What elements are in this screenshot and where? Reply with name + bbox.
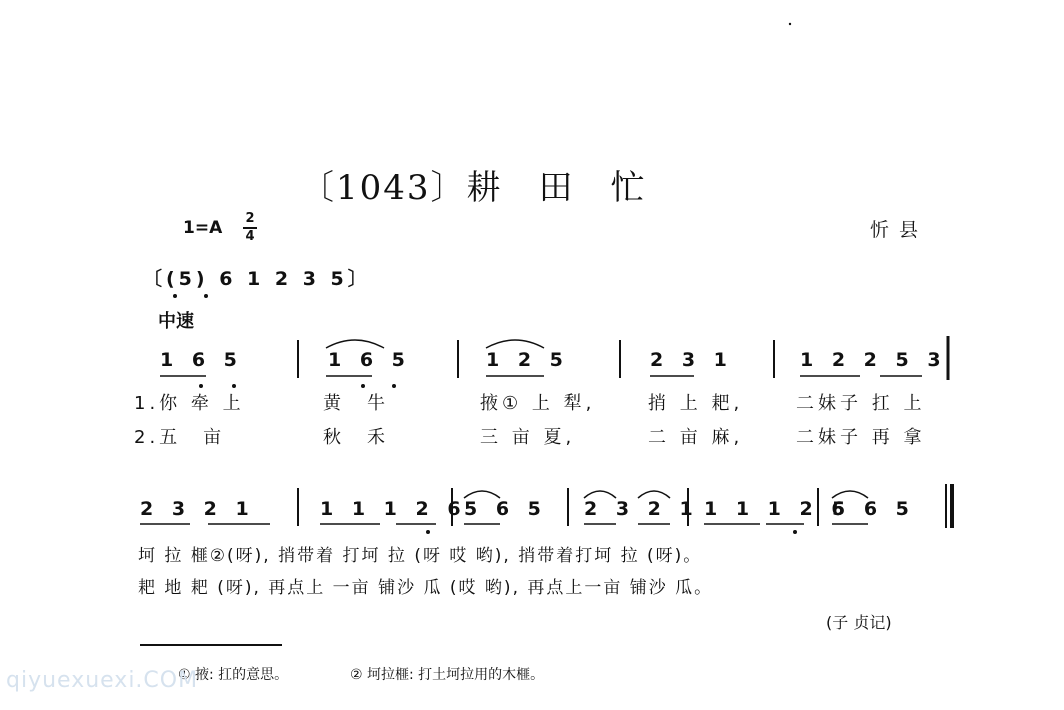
measure-2: 1 6 5 [328, 349, 411, 371]
measure-10: 1 1 1 2 6 [704, 498, 851, 520]
measure-4: 2 3 1 [650, 349, 733, 371]
footnote-2: ② 坷拉榧: 打土坷拉用的木榧。 [350, 667, 545, 683]
measure-8: 5 6 5 [464, 498, 547, 520]
meter-numerator: 2 [245, 211, 255, 226]
measure-11: 5 6 5 [832, 498, 915, 520]
measure-5: 1 2 2 5 3 [800, 349, 947, 371]
verse2-m4: 二 亩 麻, [648, 427, 744, 448]
verse2-m5: 二妹子 再 拿 [796, 427, 926, 448]
verse1-m5: 二妹子 扛 上 [796, 393, 926, 414]
verse1-m4: 捎 上 耙, [648, 393, 744, 414]
key-signature: 1=A [183, 218, 223, 238]
verse1-m3: 掖① 上 犁, [480, 393, 596, 414]
verse2-m2: 秋 禾 [323, 427, 389, 448]
measure-9: 2 3 2 1 [584, 498, 699, 520]
meter-denominator: 4 [245, 229, 255, 244]
measure-6: 2 3 2 1 [140, 498, 255, 520]
footnote-1: ① 掖: 扛的意思。 [178, 667, 289, 683]
measure-7: 1 1 1 2 6 [320, 498, 467, 520]
verse1-m1: 1.你 牵 上 [134, 393, 245, 414]
intro-phrase: 〔(5) 6 1 2 3 5〕 [143, 268, 371, 290]
verse2-m3: 三 亩 夏, [480, 427, 576, 448]
verse2-line2: 耙 地 耙 (呀), 再点上 一亩 铺沙 瓜 (哎 哟), 再点上一亩 铺沙 瓜。 [138, 578, 714, 598]
footnote-divider [140, 644, 282, 646]
tempo-marking: 中速 [158, 311, 194, 332]
verse2-m1: 2.五 亩 [134, 427, 226, 448]
measure-1: 1 6 5 [160, 349, 243, 371]
measure-3: 1 2 5 [486, 349, 569, 371]
verse1-line2: 坷 拉 榧②(呀), 捎带着 打坷 拉 (呀 哎 哟), 捎带着打坷 拉 (呀)。 [138, 546, 703, 566]
song-title: 〔1043〕耕 田 忙 [300, 168, 647, 208]
verse1-m2: 黄 牛 [323, 393, 389, 414]
transcriber-credit: (子 贞记) [826, 613, 892, 632]
watermark-logo: qiyuexuexi.COM [6, 668, 199, 693]
region-label: 忻县 [870, 219, 929, 241]
